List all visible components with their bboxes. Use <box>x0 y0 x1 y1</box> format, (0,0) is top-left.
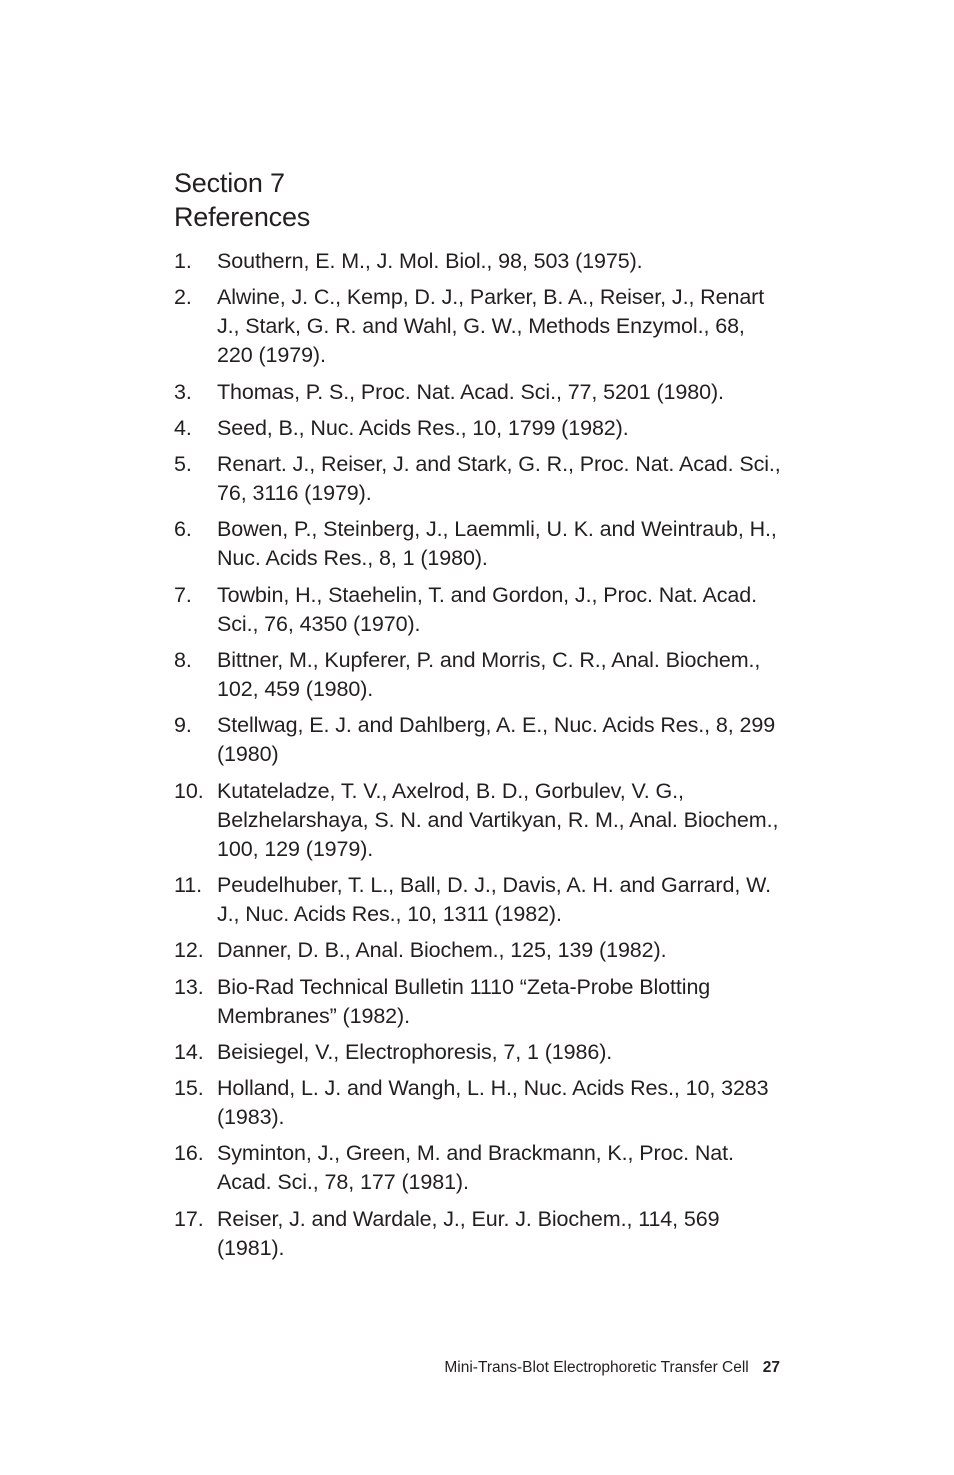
reference-text: Beisiegel, V., Electrophoresis, 7, 1 (1986). <box>217 1039 613 1064</box>
reference-item <box>174 247 784 276</box>
section-number: Section 7 <box>174 168 285 198</box>
references-list <box>174 247 784 1270</box>
reference-item <box>174 1074 784 1132</box>
reference-number: 4. <box>174 415 192 440</box>
reference-text: Southern, E. M., J. Mol. Biol., 98, 503 (1975). <box>217 249 643 273</box>
reference-text: Stellwag, E. J. and Dahlberg, A. E., Nuc. Acids Res., 8, 299 (1980) <box>217 713 776 767</box>
reference-text: Bowen, P., Steinberg, J., Laemmli, U. K. and Weintraub, H., Nuc. Acids Res., 8, 1 (1980). <box>217 517 777 571</box>
reference-text: Kutateladze, T. V., Axelrod, B. D., Gorbulev, V. G., Belzhelarshaya, S. N. and Vartikyan, R. M., Anal. Biochem., 100, 129 (1979). <box>217 778 779 861</box>
reference-text: Towbin, H., Staehelin, T. and Gordon, J., Proc. Nat. Acad. Sci., 76, 4350 (1970). <box>217 582 757 636</box>
reference-number: 9. <box>174 713 192 738</box>
reference-text: Danner, D. B., Anal. Biochem., 125, 139 (1982). <box>217 938 667 963</box>
reference-item <box>174 936 784 965</box>
reference-text: Bio-Rad Technical Bulletin 1110 “Zeta-Probe Blotting Membranes” (1982). <box>217 974 711 1028</box>
reference-item <box>174 871 784 929</box>
reference-number: 11. <box>174 872 202 897</box>
reference-item <box>174 777 784 864</box>
reference-number: 5. <box>174 452 192 477</box>
reference-number: 14. <box>174 1039 204 1064</box>
page-number: 27 <box>762 1359 780 1376</box>
reference-number: 6. <box>174 517 192 542</box>
reference-text: Reiser, J. and Wardale, J., Eur. J. Biochem., 114, 569 (1981). <box>217 1206 720 1260</box>
page-footer <box>444 1358 780 1378</box>
reference-item <box>174 515 784 573</box>
reference-item <box>174 450 784 508</box>
reference-number: 16. <box>174 1141 204 1166</box>
footer-title: Mini-Trans-Blot Electrophoretic Transfer Cell <box>444 1359 749 1376</box>
page-heading <box>174 166 310 234</box>
reference-text: Thomas, P. S., Proc. Nat. Acad. Sci., 77, 5201 (1980). <box>217 379 724 404</box>
reference-item <box>174 414 784 443</box>
reference-text: Peudelhuber, T. L., Ball, D. J., Davis, A. H. and Garrard, W. J., Nuc. Acids Res., 10, 1311 (1982). <box>217 872 771 926</box>
reference-text: Alwine, J. C., Kemp, D. J., Parker, B. A., Reiser, J., Renart J., Stark, G. R. and Wahl, G. W., Methods Enzymol., 68, 220 (1979). <box>217 285 765 368</box>
reference-item <box>174 1205 784 1263</box>
reference-text: Bittner, M., Kupferer, P. and Morris, C. R., Anal. Biochem., 102, 459 (1980). <box>217 648 761 702</box>
reference-number: 13. <box>174 974 204 999</box>
reference-item <box>174 378 784 407</box>
reference-item <box>174 1038 784 1067</box>
reference-item <box>174 283 784 370</box>
reference-number: 10. <box>174 778 204 803</box>
reference-text: Syminton, J., Green, M. and Brackmann, K., Proc. Nat. Acad. Sci., 78, 177 (1981). <box>217 1141 734 1195</box>
reference-item <box>174 646 784 704</box>
reference-item <box>174 581 784 639</box>
reference-number: 15. <box>174 1076 204 1101</box>
reference-item <box>174 973 784 1031</box>
section-title: References <box>174 202 311 232</box>
reference-number: 1. <box>174 249 192 273</box>
reference-number: 12. <box>174 938 204 963</box>
reference-number: 17. <box>174 1206 204 1231</box>
reference-number: 2. <box>174 285 192 310</box>
reference-number: 7. <box>174 582 192 607</box>
reference-text: Seed, B., Nuc. Acids Res., 10, 1799 (1982). <box>217 415 629 440</box>
reference-text: Renart. J., Reiser, J. and Stark, G. R., Proc. Nat. Acad. Sci., 76, 3116 (1979). <box>217 452 781 506</box>
reference-item <box>174 711 784 769</box>
reference-text: Holland, L. J. and Wangh, L. H., Nuc. Acids Res., 10, 3283 (1983). <box>217 1076 769 1130</box>
reference-item <box>174 1139 784 1197</box>
reference-number: 8. <box>174 648 192 673</box>
reference-number: 3. <box>174 379 192 404</box>
